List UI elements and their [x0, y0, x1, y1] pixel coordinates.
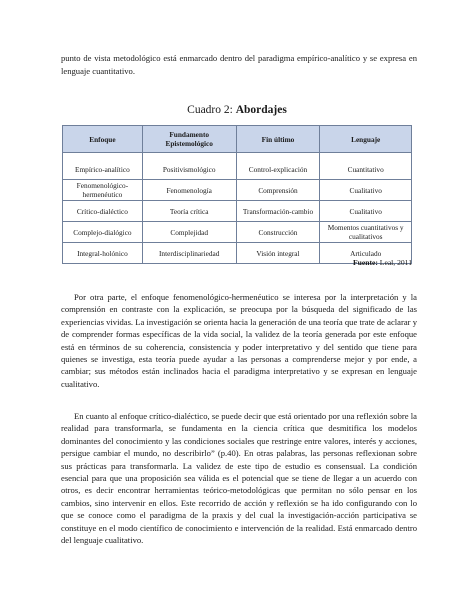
body-paragraph-1: Por otra parte, el enfoque fenomenológico-hermenéutico se interesa por la interpretación y la comprensión en contraste con la explicación, se preocupa por la búsqueda del significado de las experiencias vividas. La investigación se orienta hacia la generación de una teoría que trate de aclarar y de comprender formas específicas de la vida social, la validez de la teoría generada por este enfoque está en términos de su coherencia, consistencia y poder interpretativo y del sentido que tiene para quienes se investiga, esta teoría puede ayudar a las personas a comprenderse mejor y por ende, a cambiar; sus métodos están inclinados hacia el paradigma interpretativo y se expresan en lenguaje cualitativo. — [61, 292, 417, 389]
abordajes-table — [62, 125, 412, 264]
caption-prefix: Cuadro 2: — [187, 104, 236, 116]
table-cell: Visión integral — [236, 243, 320, 264]
table-cell: Construcción — [236, 222, 320, 243]
table-row — [63, 222, 412, 243]
table-cell: Comprensión — [236, 180, 320, 201]
table-cell: Cuantitativo — [320, 159, 412, 180]
caption-title: Abordajes — [235, 104, 287, 116]
table-cell: Teoría crítica — [142, 201, 236, 222]
table-cell: Complejidad — [142, 222, 236, 243]
table-cell: Cualitativo — [320, 201, 412, 222]
table-source — [353, 258, 412, 267]
table-caption — [0, 104, 474, 116]
body-paragraph-2: En cuanto al enfoque crítico-dialéctico, se puede decir que está orientado por una reflexión sobre la realidad para transformarla, se fundamenta en la ciencia crítica que desmitifica los modelos dominantes del conocimiento y las condiciones sociales que restringe entre valores, interés y acciones, persigue cambiar el mundo, no describirlo” (p.40). En otras palabras, las personas reflexionan sobre sus prácticas para transformarla. La validez de este tipo de estudio es consensual. La condición esencial para que una proposición sea válida es el potencial que se tiene de llegar a un acuerdo con otros, es decir encontrar herramientas teórico-metodológicas que permitan no sólo pensar en los cambios, sino intervenir en ellos. Este recorrido de acción y reflexión se ha ido configurando con lo que se conoce como el paradigma de la praxis y del cual la investigación-acción participativa se constituye en el modo científico de conocimiento e intervención de la realidad. Está enmarcado dentro del lenguaje cualitativo. — [61, 411, 417, 546]
intro-paragraph: punto de vista metodológico está enmarcado dentro del paradigma empírico-analítico y se expresa en lenguaje cuantitativo. — [61, 53, 417, 76]
table-cell: Cualitativo — [320, 180, 412, 201]
table-header-row — [63, 126, 412, 153]
table-cell: Empírico-analítico — [63, 159, 143, 180]
table-cell: Positivismológico — [142, 159, 236, 180]
source-value: Leal, 2011 — [377, 258, 412, 267]
table-cell: Crítico-dialéctico — [63, 201, 143, 222]
table-row — [63, 201, 412, 222]
header-fundamento: Fundamento Epistemológico — [142, 126, 236, 153]
table-cell: Complejo-dialógico — [63, 222, 143, 243]
table-cell: Transformación-cambio — [236, 201, 320, 222]
table-cell: Interdisciplinariedad — [142, 243, 236, 264]
header-enfoque: Enfoque — [63, 126, 143, 153]
table-cell: Momentos cuantitativos y cualitativos — [320, 222, 412, 243]
table-row — [63, 159, 412, 180]
table-row — [63, 180, 412, 201]
header-fin-ultimo: Fin último — [236, 126, 320, 153]
header-lenguaje: Lenguaje — [320, 126, 412, 153]
table-cell: Articulado — [320, 243, 412, 264]
table-cell: Integral-holónico — [63, 243, 143, 264]
table-cell: Fenomenológico-hermenéutico — [63, 180, 143, 201]
table-cell: Fenomenología — [142, 180, 236, 201]
table-cell: Control-explicación — [236, 159, 320, 180]
source-label: Fuente: — [353, 258, 378, 267]
